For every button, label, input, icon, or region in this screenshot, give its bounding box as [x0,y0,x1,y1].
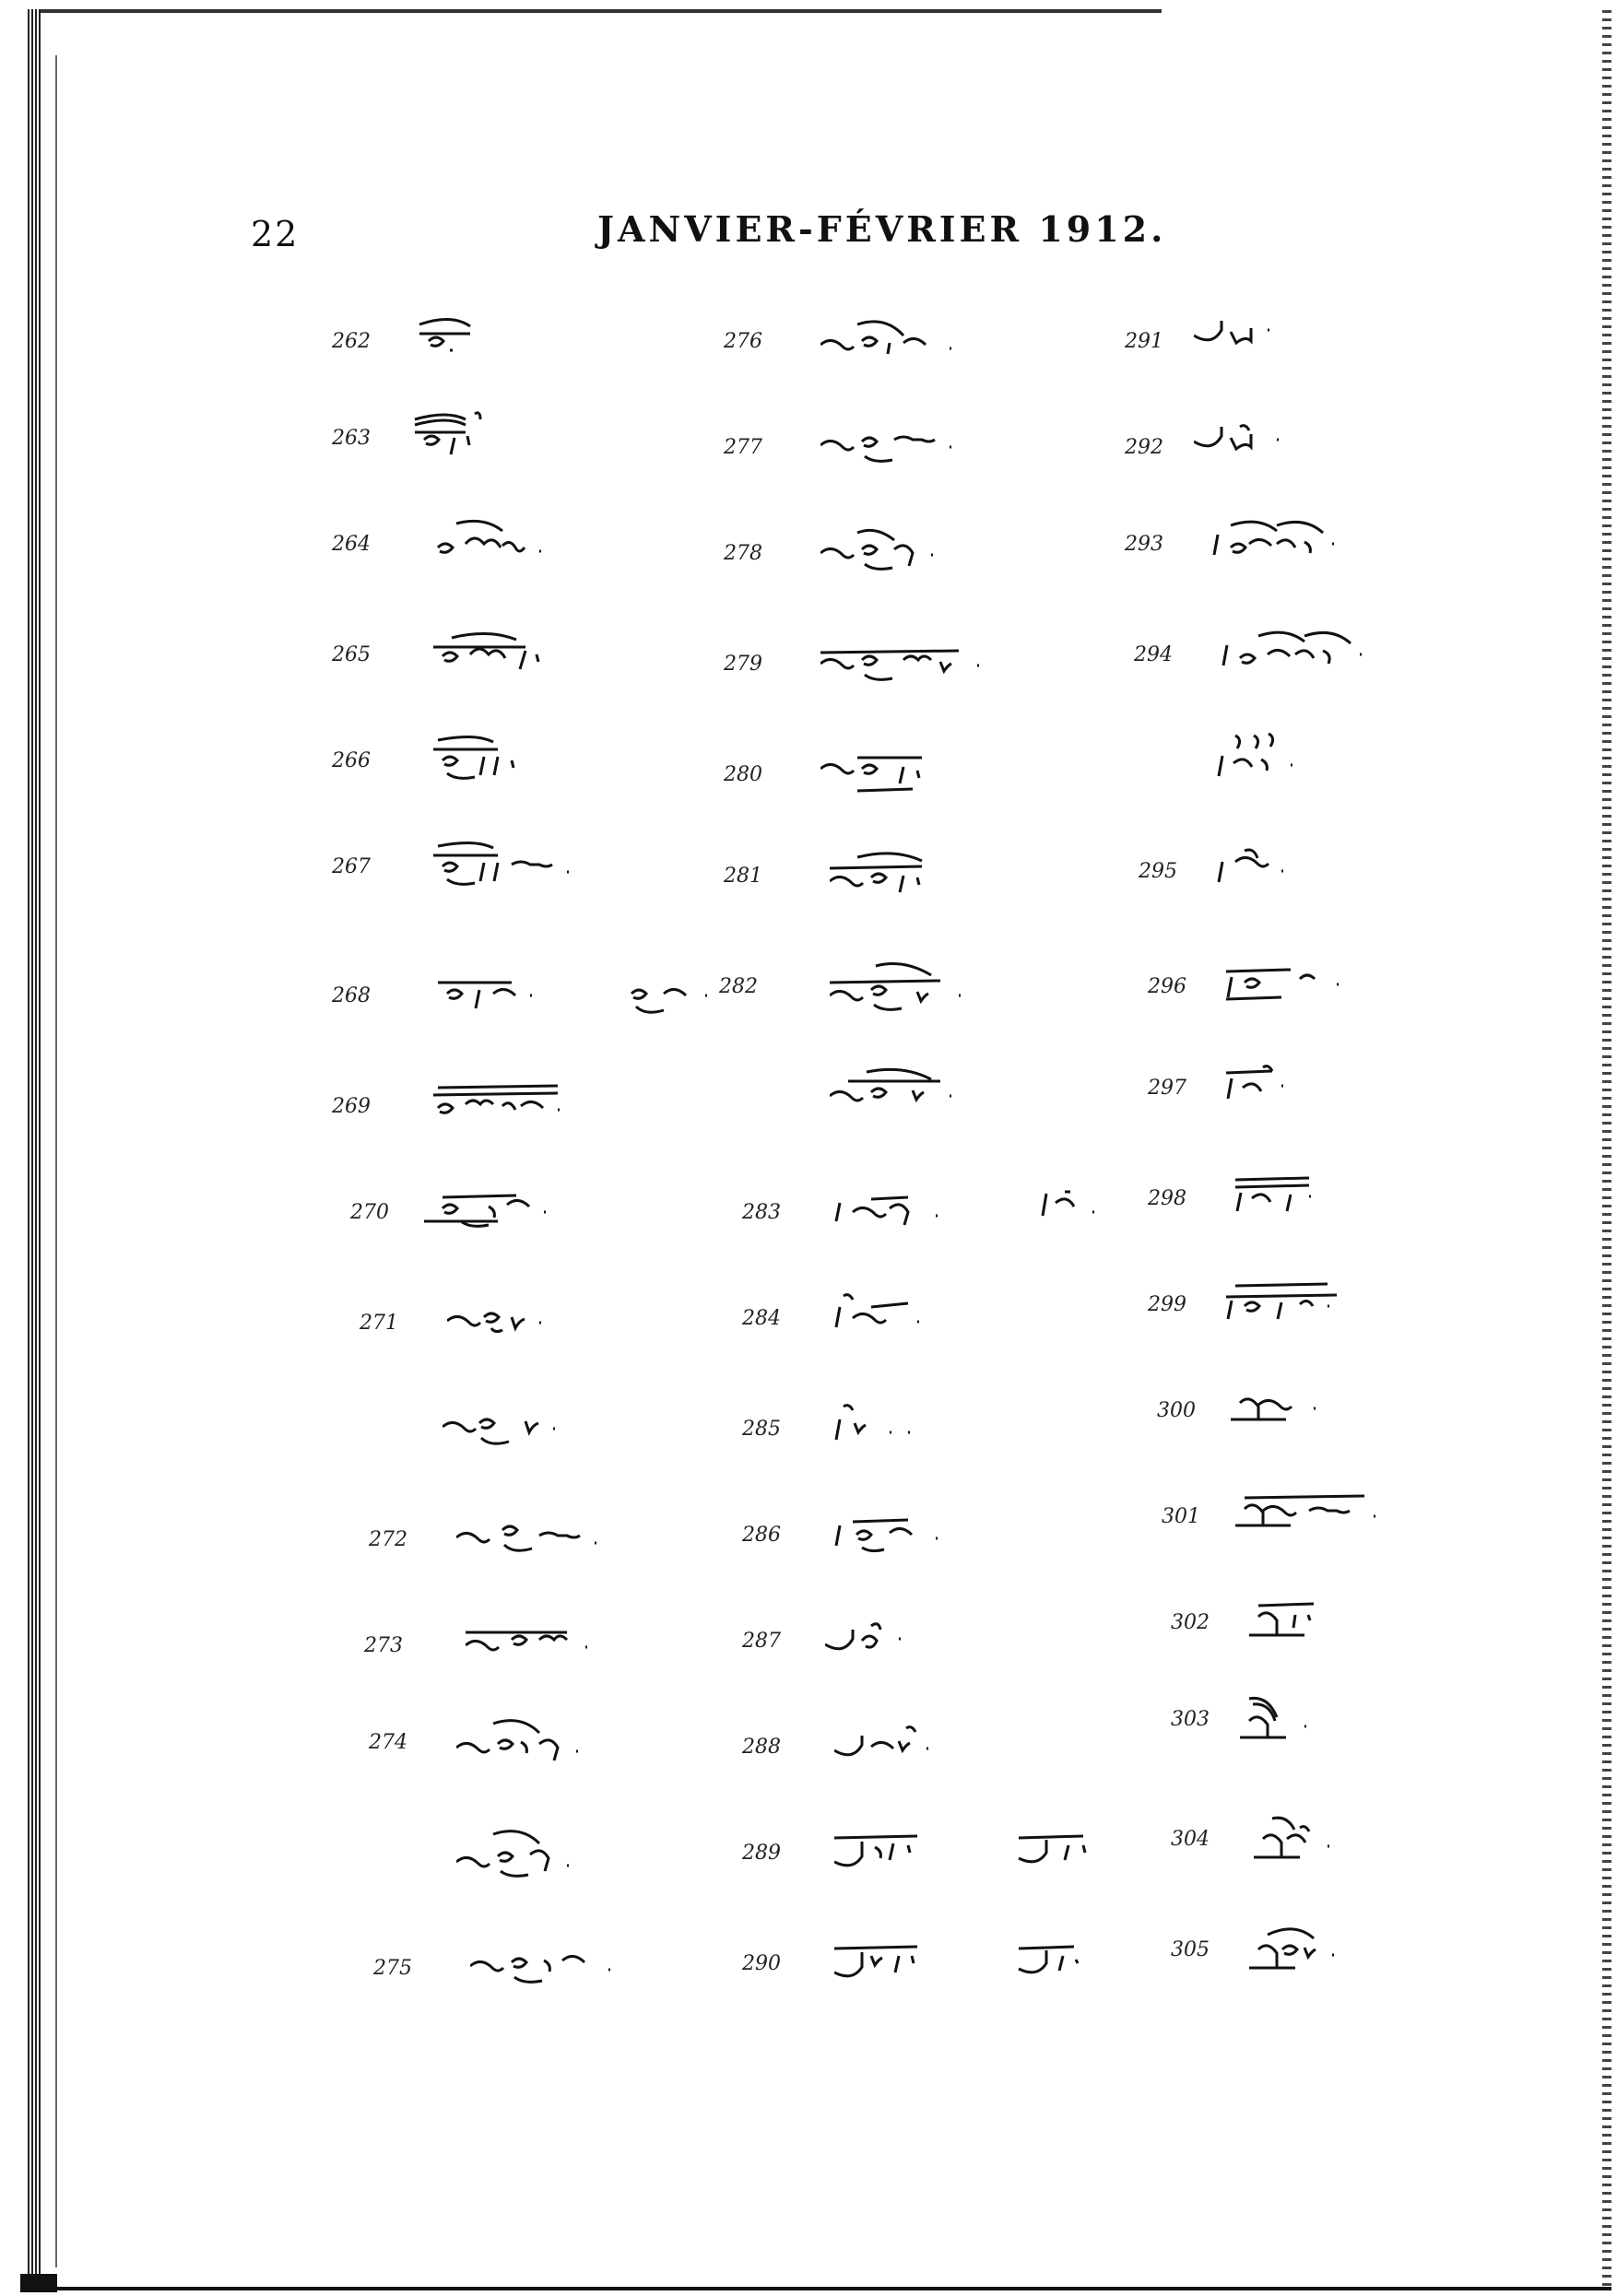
entry-number: 276 [724,330,762,353]
entry-number: 262 [332,330,371,353]
tibetan-handwriting-icon [1194,313,1323,369]
tibetan-handwriting-icon [456,1825,622,1890]
tibetan-handwriting-icon [820,525,1005,590]
tibetan-handwriting-icon [1249,1595,1378,1659]
running-head: JANVIER-FÉVRIER 1912. [597,208,1167,250]
tibetan-handwriting-icon [834,1290,963,1355]
tibetan-handwriting-icon [447,1295,595,1350]
entry-number: 295 [1139,860,1177,883]
entry-number: 264 [332,533,371,556]
tibetan-handwriting-icon [438,968,742,1023]
entry-number: 275 [373,1957,412,1980]
tibetan-handwriting-icon [1217,728,1328,793]
entry-number: 303 [1171,1708,1210,1731]
left-margin-line [55,55,57,2267]
entry-number: 286 [742,1524,781,1547]
tibetan-handwriting-icon [470,1940,655,2005]
tibetan-handwriting-icon [415,313,489,369]
entry-number: 266 [332,749,371,772]
tibetan-handwriting-icon [1231,1383,1360,1447]
entry-number: 290 [742,1952,781,1975]
entry-number: 278 [724,542,762,565]
tibetan-handwriting-icon [1226,959,1374,1023]
entry-number: 296 [1148,975,1186,998]
entry-number: 284 [742,1307,781,1330]
tibetan-handwriting-icon [834,1507,982,1572]
tibetan-handwriting-icon [830,1065,996,1129]
entry-number: 265 [332,643,371,666]
tibetan-handwriting-icon [1226,1060,1337,1124]
entry-number: 297 [1148,1077,1186,1100]
top-edge-rule [28,9,1162,13]
tibetan-handwriting-icon [834,1719,982,1784]
tibetan-handwriting-icon [429,1078,595,1134]
tibetan-handwriting-icon [1194,419,1323,475]
entry-number: 304 [1171,1828,1210,1851]
entry-number: 292 [1125,436,1163,459]
entry-number: 293 [1125,533,1163,556]
tibetan-handwriting-icon [1212,516,1397,581]
entry-number: 305 [1171,1938,1210,1961]
entry-number: 281 [724,865,762,888]
entry-number: 268 [332,984,371,1007]
tibetan-handwriting-icon [1222,627,1406,691]
tibetan-handwriting-icon [825,1613,973,1678]
tibetan-handwriting-icon [1217,843,1328,908]
entry-number: 302 [1171,1611,1210,1634]
left-binding-edge [28,9,41,2286]
entry-number: 282 [719,975,758,998]
page-number: 22 [251,214,300,254]
entry-number: 267 [332,855,371,878]
bottom-corner-mark [20,2274,57,2292]
tibetan-handwriting-icon [834,1184,1166,1249]
tibetan-handwriting-icon [820,636,1023,701]
entry-number: 273 [364,1634,403,1657]
entry-number: 289 [742,1842,781,1865]
tibetan-handwriting-icon [456,1512,641,1576]
right-page-edge [1602,9,1611,2286]
entry-number: 299 [1148,1293,1186,1316]
tibetan-handwriting-icon [433,627,581,682]
entry-number: 285 [742,1418,781,1441]
tibetan-handwriting-icon [466,1618,631,1673]
entry-number: 301 [1162,1505,1200,1528]
tibetan-handwriting-icon [830,959,996,1032]
entry-number: 288 [742,1736,781,1759]
tibetan-handwriting-icon [820,747,968,820]
entry-number: 294 [1134,643,1173,666]
entry-number: 298 [1148,1187,1186,1210]
entry-number: 274 [369,1731,407,1754]
entry-number: 277 [724,436,762,459]
tibetan-handwriting-icon [456,1714,622,1779]
bottom-edge-rule [28,2287,1611,2290]
entry-number: 291 [1125,330,1163,353]
tibetan-handwriting-icon [424,1184,590,1258]
tibetan-handwriting-icon [830,848,977,913]
entry-number: 279 [724,653,762,676]
tibetan-handwriting-icon [1235,1171,1364,1235]
tibetan-handwriting-icon [820,313,1005,378]
tibetan-handwriting-icon [834,1825,1203,1890]
entry-number: 300 [1157,1399,1196,1422]
tibetan-handwriting-icon [834,1936,1203,2000]
tibetan-handwriting-icon [1249,1922,1397,1996]
entry-number: 271 [360,1312,398,1335]
tibetan-handwriting-icon [429,733,576,807]
tibetan-handwriting-icon [443,1401,608,1466]
entry-number: 269 [332,1095,371,1118]
entry-number: 272 [369,1528,407,1551]
tibetan-handwriting-icon [429,516,576,571]
tibetan-handwriting-icon [1235,1489,1401,1553]
tibetan-handwriting-icon [1240,1691,1369,1765]
entry-number: 287 [742,1630,781,1653]
entry-number: 263 [332,427,371,450]
tibetan-handwriting-icon [1226,1277,1392,1341]
entry-number: 283 [742,1201,781,1224]
tibetan-handwriting-icon [429,839,613,913]
tibetan-handwriting-icon [410,410,512,465]
tibetan-handwriting-icon [1254,1811,1383,1885]
tibetan-handwriting-icon [820,419,1005,484]
tibetan-handwriting-icon [834,1401,982,1466]
entry-number: 280 [724,763,762,786]
entry-number: 270 [350,1201,389,1224]
